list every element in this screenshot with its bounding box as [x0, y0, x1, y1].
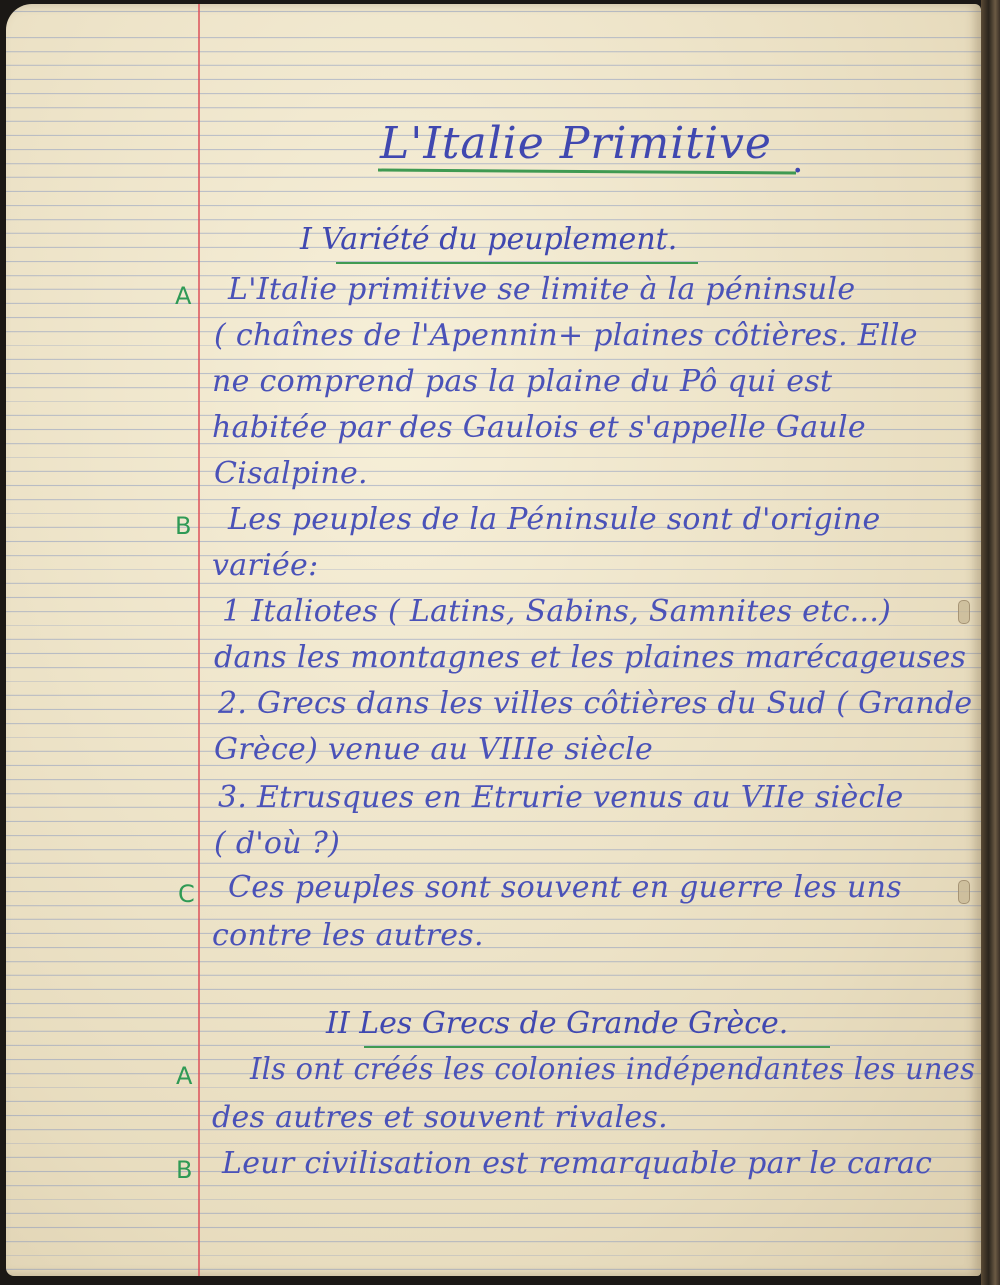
handwritten-line: ( chaînes de l'Apennin+ plaines côtières. Elle — [214, 318, 918, 353]
binding-hole — [958, 880, 970, 904]
red-margin-rule — [198, 4, 200, 1276]
handwritten-line: habitée par des Gaulois et s'appelle Gaule — [212, 410, 866, 445]
margin-marker: C — [178, 880, 195, 908]
handwritten-line: 3. Etrusques en Etrurie venus au VIIe siècle — [218, 780, 904, 815]
title-period: . — [792, 140, 804, 181]
margin-marker: B — [175, 512, 192, 540]
margin-marker: B — [176, 1156, 193, 1184]
handwritten-line: variée: — [212, 548, 319, 583]
handwritten-line: Les peuples de la Péninsule sont d'origine — [228, 502, 881, 537]
section-heading: II Les Grecs de Grande Grèce. — [326, 1006, 789, 1041]
handwritten-line: Ils ont créés les colonies indépendantes les unes — [250, 1052, 976, 1087]
handwritten-line: ne comprend pas la plaine du Pô qui est — [212, 364, 833, 399]
page-title: L'Italie Primitive — [380, 118, 772, 169]
margin-marker: A — [176, 1062, 193, 1090]
handwritten-line: Grèce) venue au VIIIe siècle — [214, 732, 654, 767]
handwritten-line: 2. Grecs dans les villes côtières du Sud ( Grande — [218, 686, 973, 721]
handwritten-line: Cisalpine. — [214, 456, 368, 491]
handwritten-line: ( d'où ?) — [214, 826, 341, 861]
heading-underline — [364, 1046, 830, 1048]
notebook-spine — [981, 0, 1000, 1285]
handwritten-line: des autres et souvent rivales. — [212, 1100, 668, 1135]
handwritten-line: L'Italie primitive se limite à la péninsule — [228, 272, 856, 307]
binding-hole — [958, 600, 970, 624]
heading-underline — [336, 262, 698, 264]
handwritten-line: contre les autres. — [212, 918, 484, 953]
handwritten-line: Ces peuples sont souvent en guerre les uns — [228, 870, 902, 905]
margin-marker: A — [175, 282, 192, 310]
handwritten-line: dans les montagnes et les plaines marécageuses — [214, 640, 967, 675]
handwritten-line: 1 Italiotes ( Latins, Sabins, Samnites etc...) — [222, 594, 892, 629]
handwritten-line: Leur civilisation est remarquable par le carac — [222, 1146, 933, 1181]
section-heading: I Variété du peuplement. — [300, 222, 678, 257]
